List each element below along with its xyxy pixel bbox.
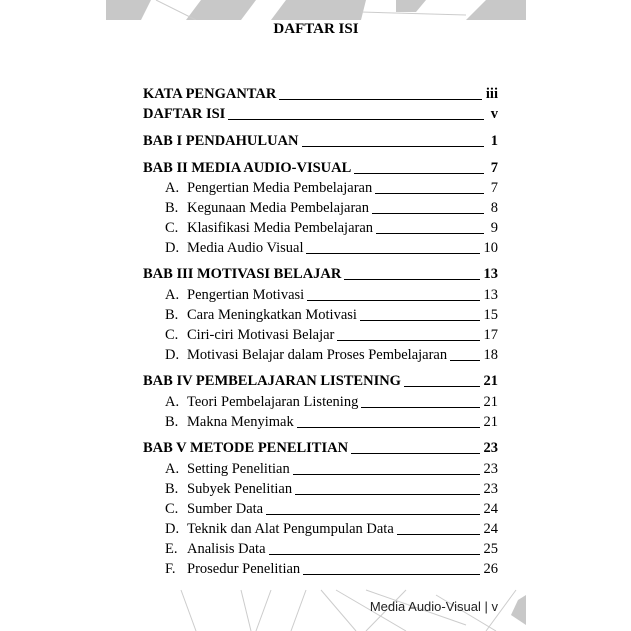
entry-page: 21 — [483, 394, 498, 410]
entry-label: BAB I PENDAHULUAN — [143, 133, 299, 149]
entry-page: 7 — [490, 180, 498, 196]
toc-entry[interactable] — [165, 460, 498, 478]
leader-line — [375, 193, 484, 194]
leader-line — [279, 99, 482, 100]
toc-entry[interactable] — [143, 105, 498, 123]
entry-page: 7 — [490, 160, 498, 176]
leader-line — [228, 119, 484, 120]
toc-entry[interactable] — [165, 520, 498, 538]
entry-letter: A. — [165, 461, 180, 477]
page-title: DAFTAR ISI — [273, 21, 359, 37]
entry-page: 23 — [483, 461, 498, 477]
entry-page: 10 — [483, 240, 498, 256]
leader-line — [351, 453, 479, 454]
entry-page: 21 — [483, 414, 498, 430]
toc-entry[interactable] — [165, 179, 498, 197]
toc-entry[interactable] — [165, 346, 498, 364]
entry-label: Teori Pembelajaran Listening — [187, 394, 359, 410]
toc-entry[interactable] — [143, 372, 498, 390]
entry-page: 23 — [483, 440, 498, 456]
entry-letter: D. — [165, 240, 180, 256]
toc-entry[interactable] — [165, 540, 498, 558]
entry-label: Ciri-ciri Motivasi Belajar — [187, 327, 335, 343]
entry-page: 15 — [483, 307, 498, 323]
entry-letter: A. — [165, 394, 180, 410]
entry-letter: F. — [165, 561, 176, 577]
leader-line — [266, 514, 479, 515]
entry-letter: C. — [165, 220, 179, 236]
toc-entry[interactable] — [143, 439, 498, 457]
entry-letter: B. — [165, 307, 179, 323]
entry-label: KATA PENGANTAR — [143, 86, 277, 102]
entry-page: v — [490, 106, 498, 122]
leader-line — [293, 474, 480, 475]
leader-line — [303, 574, 479, 575]
toc-entry[interactable] — [143, 265, 498, 283]
entry-letter: B. — [165, 481, 179, 497]
entry-page: 23 — [483, 481, 498, 497]
entry-page: 13 — [483, 266, 498, 282]
header-decoration — [106, 0, 526, 20]
entry-page: 13 — [483, 287, 498, 303]
entry-page: 21 — [483, 373, 498, 389]
leader-line — [295, 494, 479, 495]
leader-line — [360, 320, 480, 321]
entry-label: BAB IV PEMBELAJARAN LISTENING — [143, 373, 401, 389]
leader-line — [397, 534, 480, 535]
entry-label: BAB II MEDIA AUDIO-VISUAL — [143, 160, 352, 176]
entry-label: Kegunaan Media Pembelajaran — [187, 200, 369, 216]
leader-line — [307, 300, 479, 301]
entry-label: Media Audio Visual — [187, 240, 304, 256]
toc-entry[interactable] — [143, 132, 498, 150]
leader-line — [269, 554, 480, 555]
page-footer: Media Audio-Visual | v — [369, 599, 498, 614]
entry-page: 26 — [483, 561, 498, 577]
toc-entry[interactable] — [143, 85, 498, 103]
entry-label: Prosedur Penelitian — [187, 561, 301, 577]
entry-label: BAB V METODE PENELITIAN — [143, 440, 349, 456]
leader-line — [376, 233, 484, 234]
leader-line — [404, 386, 480, 387]
entry-page: 24 — [483, 521, 498, 537]
entry-letter: A. — [165, 287, 180, 303]
toc-entry[interactable] — [165, 480, 498, 498]
entry-page: 18 — [483, 347, 498, 363]
entry-label: Pengertian Media Pembelajaran — [187, 180, 373, 196]
entry-label: Analisis Data — [187, 541, 266, 557]
entry-label: Sumber Data — [187, 501, 264, 517]
leader-line — [306, 253, 479, 254]
entry-page: 9 — [490, 220, 498, 236]
toc-entry[interactable] — [165, 219, 498, 237]
toc-entry[interactable] — [165, 306, 498, 324]
leader-line — [361, 407, 479, 408]
leader-line — [344, 279, 479, 280]
toc-entry[interactable] — [165, 239, 498, 257]
entry-label: BAB III MOTIVASI BELAJAR — [143, 266, 342, 282]
entry-letter: D. — [165, 347, 180, 363]
leader-line — [337, 340, 479, 341]
entry-page: 8 — [490, 200, 498, 216]
entry-page: 25 — [483, 541, 498, 557]
entry-letter: C. — [165, 327, 179, 343]
entry-label: DAFTAR ISI — [143, 106, 226, 122]
entry-label: Setting Penelitian — [187, 461, 290, 477]
entry-page: 17 — [483, 327, 498, 343]
leader-line — [354, 173, 484, 174]
leader-line — [450, 360, 479, 361]
toc-entry[interactable] — [143, 159, 498, 177]
leader-line — [302, 146, 485, 147]
entry-page: 1 — [490, 133, 498, 149]
toc-entry[interactable] — [165, 560, 498, 578]
leader-line — [372, 213, 484, 214]
entry-label: Pengertian Motivasi — [187, 287, 305, 303]
entry-label: Klasifikasi Media Pembelajaran — [187, 220, 374, 236]
entry-page: iii — [485, 86, 498, 102]
entry-letter: A. — [165, 180, 180, 196]
document-page — [106, 0, 526, 631]
toc-entry[interactable] — [165, 413, 498, 431]
toc-entry[interactable] — [165, 199, 498, 217]
toc-entry[interactable] — [165, 326, 498, 344]
entry-letter: E. — [165, 541, 178, 557]
entry-label: Motivasi Belajar dalam Proses Pembelajaran — [187, 347, 448, 363]
toc-entry[interactable] — [165, 286, 498, 304]
entry-letter: C. — [165, 501, 179, 517]
toc-entry[interactable] — [165, 500, 498, 518]
entry-letter: B. — [165, 414, 179, 430]
entry-label: Teknik dan Alat Pengumpulan Data — [187, 521, 394, 537]
entry-label: Makna Menyimak — [187, 414, 294, 430]
leader-line — [297, 427, 480, 428]
entry-page: 24 — [483, 501, 498, 517]
entry-label: Subyek Penelitian — [187, 481, 293, 497]
entry-letter: D. — [165, 521, 180, 537]
entry-letter: B. — [165, 200, 179, 216]
toc-entry[interactable] — [165, 393, 498, 411]
entry-label: Cara Meningkatkan Motivasi — [187, 307, 357, 323]
